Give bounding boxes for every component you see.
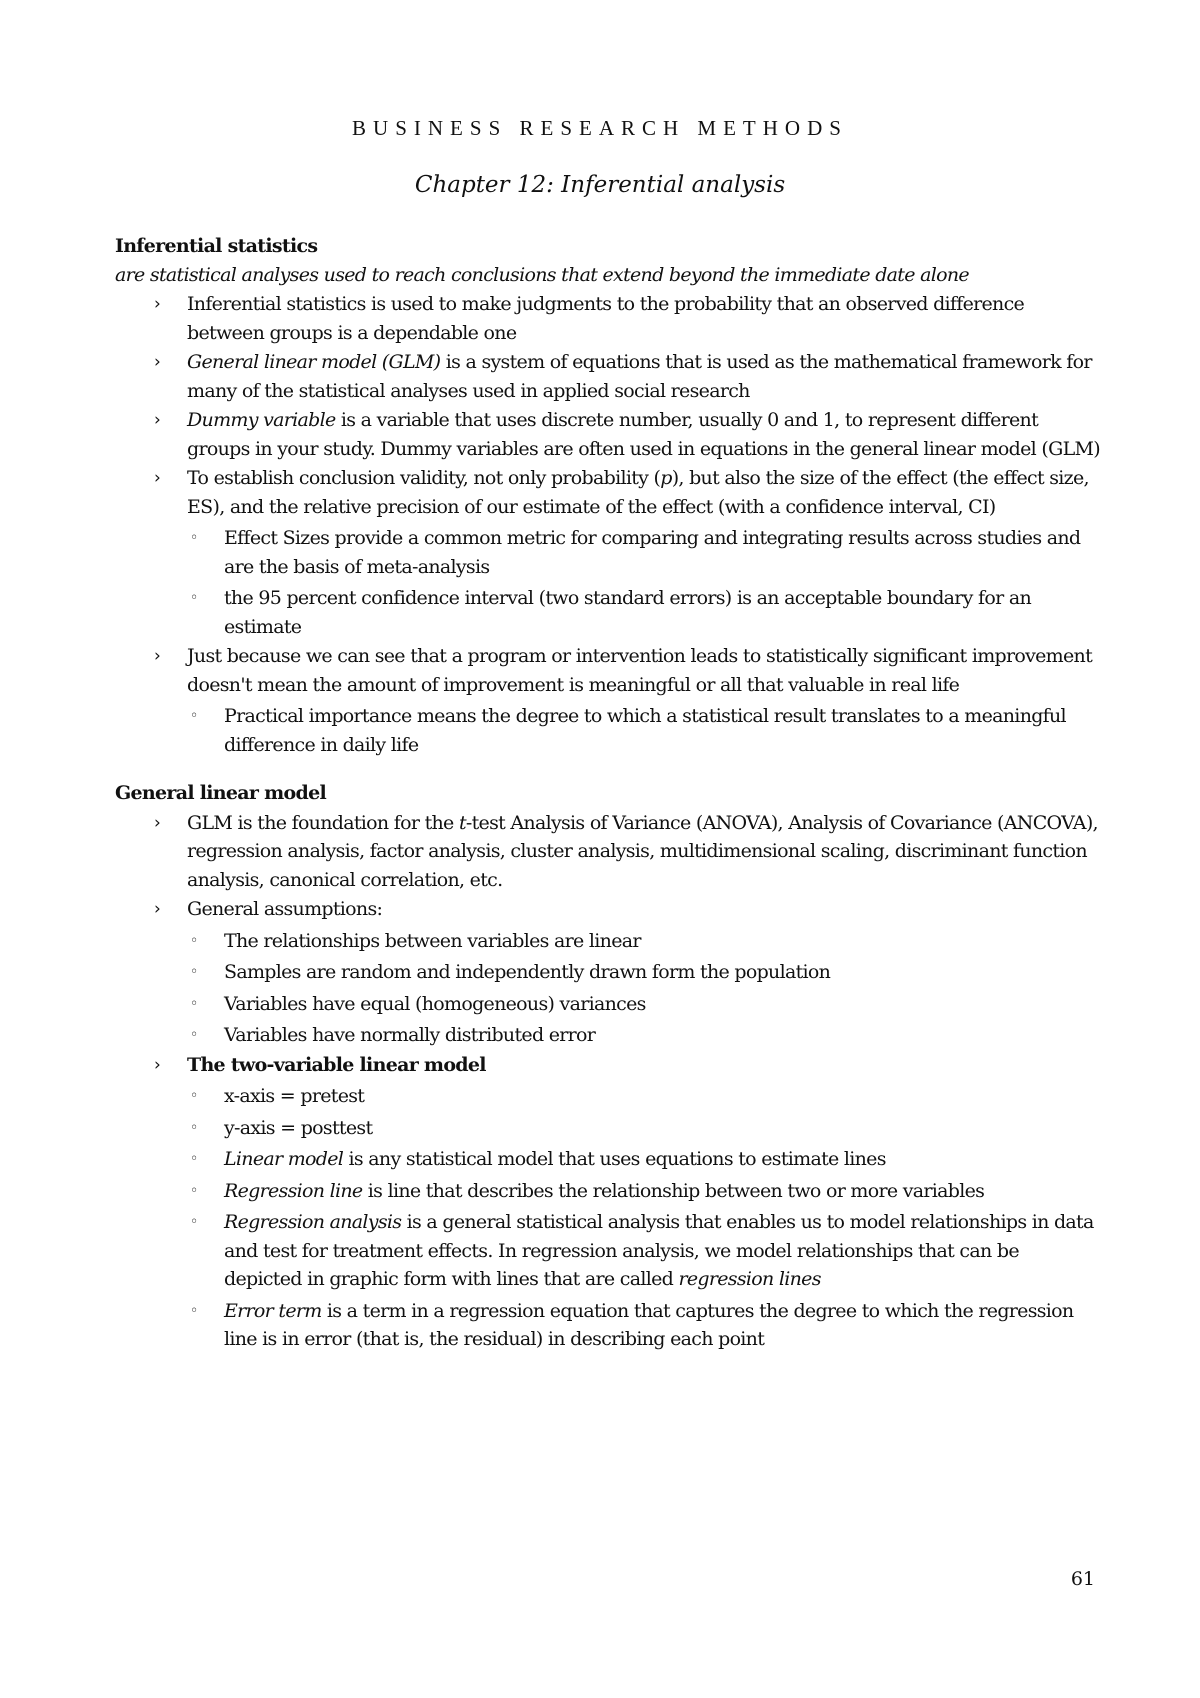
bullet-circle-icon: ◦ bbox=[190, 708, 198, 724]
sub-list-item bbox=[187, 1021, 1100, 1050]
bullet-arrow-icon: › bbox=[154, 410, 161, 430]
bullet-circle-icon: ◦ bbox=[190, 1119, 198, 1136]
sub-list-item bbox=[187, 524, 1100, 581]
bullet-circle-icon: ◦ bbox=[190, 1302, 198, 1319]
sub-list-item-text: the 95 percent confidence interval (two standard errors) is an acceptable boundary for an estimate bbox=[224, 587, 1032, 638]
list-item-text: is a system of equations that is used as the mathematical framework for many of the statistical analyses used in applied social research bbox=[187, 351, 1092, 402]
bullet-arrow-icon: › bbox=[154, 352, 161, 372]
sub-list-item bbox=[187, 1208, 1100, 1294]
list-item bbox=[115, 642, 1100, 759]
list-item bbox=[115, 809, 1100, 895]
page-number: 61 bbox=[1070, 1568, 1095, 1590]
sub-list-item bbox=[187, 1114, 1100, 1143]
sub-list-item bbox=[187, 1177, 1100, 1206]
list-item-text: ), but also the size of the effect (the effect size, ES), and the relative precision of our estimate of the effect (with a confidence interval, CI) bbox=[187, 467, 1089, 518]
bullet-circle-icon: ◦ bbox=[190, 932, 198, 949]
list-item-text: Just because we can see that a program or intervention leads to statistically significant improvement doesn't mean the amount of improvement is meaningful or all that valuable in real life bbox=[187, 645, 1093, 696]
bullet-circle-icon: ◦ bbox=[190, 964, 198, 980]
sub-list-item-text: is line that describes the relationship between two or more variables bbox=[362, 1179, 985, 1202]
sub-bullet-list bbox=[187, 1082, 1100, 1354]
sub-list-item-text: Variables have normally distributed error bbox=[224, 1024, 596, 1046]
bullet-circle-icon: ◦ bbox=[190, 1088, 198, 1104]
sub-bullet-list bbox=[187, 524, 1100, 641]
sub-bullet-list bbox=[187, 927, 1100, 1050]
sub-list-item-text: Practical importance means the degree to which a statistical result translates to a meaningful difference in daily life bbox=[224, 705, 1066, 756]
bullet-arrow-icon: › bbox=[154, 899, 161, 919]
term: Dummy variable bbox=[187, 409, 336, 431]
bullet-list bbox=[115, 290, 1100, 759]
bullet-arrow-icon: › bbox=[154, 468, 161, 488]
list-item bbox=[115, 464, 1100, 641]
sub-list-item bbox=[187, 702, 1100, 759]
list-item bbox=[115, 1051, 1100, 1354]
sub-list-item-text: is a general statistical analysis that enables us to model relationships in data and test for treatment effects. In regression analysis, we model relationships that can be depicted in graphic form with lines that are called bbox=[224, 1211, 1094, 1290]
section-heading: General linear model bbox=[115, 782, 327, 804]
bullet-list bbox=[115, 809, 1100, 1354]
sub-list-item bbox=[187, 990, 1100, 1019]
list-item-text: GLM is the foundation for the bbox=[187, 811, 459, 834]
bullet-circle-icon: ◦ bbox=[190, 530, 198, 546]
bullet-circle-icon: ◦ bbox=[190, 995, 198, 1012]
list-item bbox=[115, 895, 1100, 1050]
term: Regression analysis bbox=[224, 1211, 402, 1233]
list-item bbox=[115, 348, 1100, 405]
section-definition: are statistical analyses used to reach conclusions that extend beyond the immediate date alone bbox=[115, 263, 969, 286]
sub-list-item bbox=[187, 958, 1100, 987]
bullet-arrow-icon: › bbox=[154, 294, 161, 314]
term: Error term bbox=[224, 1299, 322, 1322]
sub-list-item-text: y-axis = posttest bbox=[224, 1116, 373, 1139]
sub-list-item bbox=[187, 927, 1100, 956]
list-item bbox=[115, 290, 1100, 347]
list-item-text: General assumptions: bbox=[187, 898, 383, 920]
list-item-text: To establish conclusion validity, not only probability ( bbox=[187, 467, 661, 489]
sub-list-item-text: Variables have equal (homogeneous) variances bbox=[224, 992, 646, 1015]
sub-list-item-text: is a term in a regression equation that captures the degree to which the regression line is in error (that is, the residual) in describing each point bbox=[224, 1299, 1074, 1350]
term: regression lines bbox=[678, 1268, 821, 1290]
list-item bbox=[115, 406, 1100, 463]
bullet-arrow-icon: › bbox=[154, 646, 161, 666]
bullet-circle-icon: ◦ bbox=[190, 590, 198, 606]
sub-list-item-text: The relationships between variables are linear bbox=[224, 929, 641, 952]
section-heading: Inferential statistics bbox=[115, 235, 318, 257]
term: Regression line bbox=[224, 1179, 363, 1202]
bullet-arrow-icon: › bbox=[154, 1054, 161, 1075]
sub-bullet-list bbox=[187, 702, 1100, 759]
term: Linear model bbox=[224, 1148, 344, 1170]
term: General linear model (GLM) bbox=[187, 351, 441, 373]
sub-list-item bbox=[187, 1082, 1100, 1111]
italic-symbol: t bbox=[458, 811, 466, 834]
list-item-text: -test Analysis of Variance (ANOVA), Analysis of Covariance (ANCOVA), regression analysis, factor analysis, cluster analysis, multidimensional scaling, discriminant function analysis, canonical correlation, etc. bbox=[187, 811, 1098, 891]
sub-list-item-text: x-axis = pretest bbox=[224, 1085, 365, 1107]
italic-symbol: p bbox=[660, 467, 672, 489]
sub-list-item bbox=[187, 1145, 1100, 1174]
section-inferential-statistics bbox=[115, 232, 1100, 759]
bullet-arrow-icon: › bbox=[154, 812, 161, 833]
sub-list-item-text: Effect Sizes provide a common metric for comparing and integrating results across studies and are the basis of meta-analysis bbox=[224, 527, 1081, 578]
sub-list-item-text: is any statistical model that uses equations to estimate lines bbox=[343, 1148, 886, 1170]
page-body bbox=[115, 232, 1100, 1354]
list-item-heading: The two-variable linear model bbox=[187, 1053, 486, 1076]
bullet-circle-icon: ◦ bbox=[190, 1182, 198, 1199]
chapter-title: Chapter 12: Inferential analysis bbox=[414, 172, 786, 198]
list-item-text: Inferential statistics is used to make judgments to the probability that an observed difference between groups is a dependable one bbox=[187, 293, 1025, 344]
section-spacer bbox=[115, 759, 1100, 779]
section-general-linear-model bbox=[115, 779, 1100, 1354]
running-header: BUSINESS RESEARCH METHODS bbox=[352, 116, 848, 140]
sub-list-item bbox=[187, 584, 1100, 641]
bullet-circle-icon: ◦ bbox=[190, 1214, 198, 1230]
sub-list-item-text: Samples are random and independently drawn form the population bbox=[224, 961, 831, 983]
bullet-circle-icon: ◦ bbox=[190, 1027, 198, 1043]
list-item-text: is a variable that uses discrete number, usually 0 and 1, to represent different groups in your study. Dummy variables are often used in equations in the general linear model (GLM) bbox=[187, 409, 1100, 460]
bullet-circle-icon: ◦ bbox=[190, 1151, 198, 1167]
sub-list-item bbox=[187, 1297, 1100, 1354]
